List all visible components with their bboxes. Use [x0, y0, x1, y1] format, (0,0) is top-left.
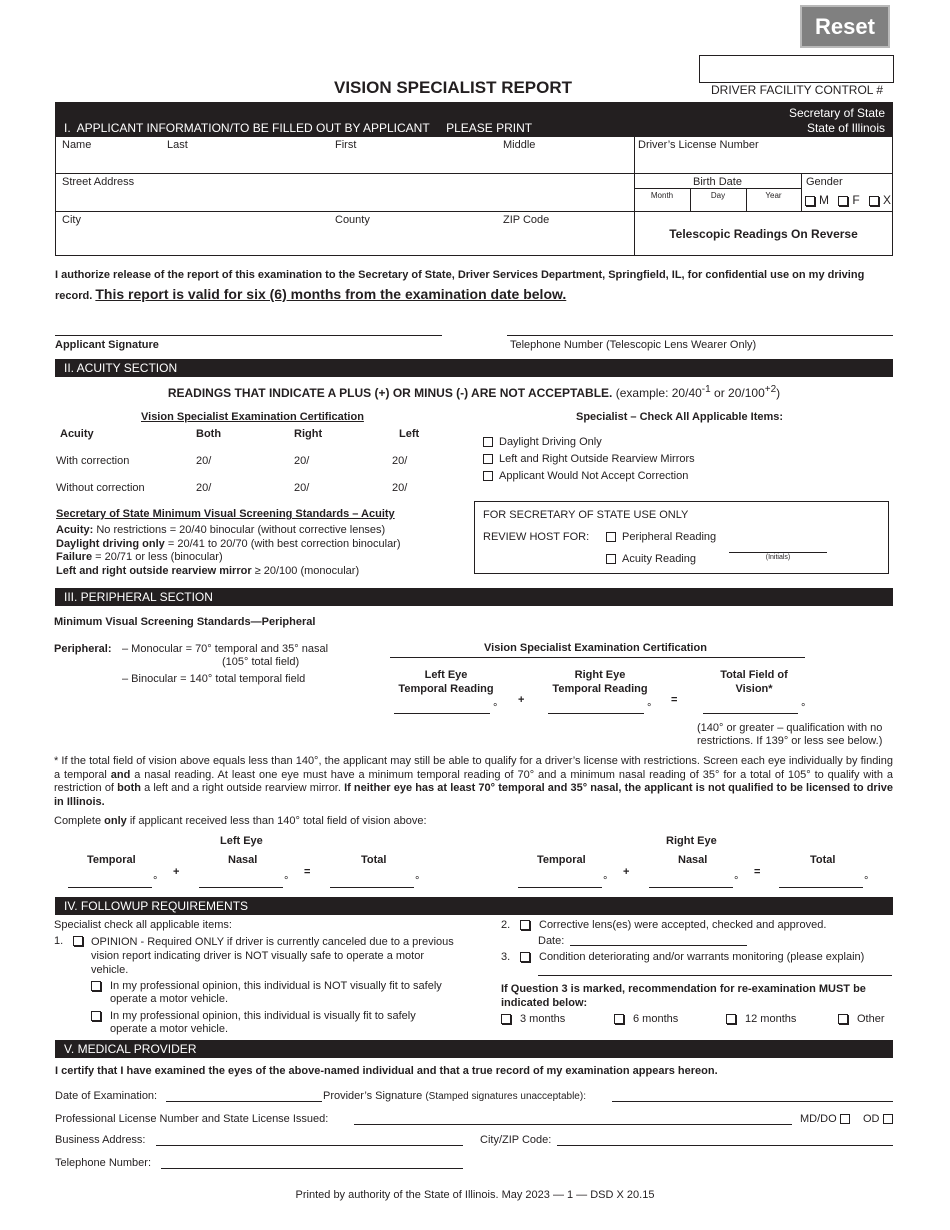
plus-sign: + [518, 694, 525, 706]
first-name-field[interactable]: First [335, 139, 357, 151]
review-host-label: REVIEW HOST FOR: [483, 531, 590, 543]
left-total-field[interactable] [330, 887, 414, 888]
valid-statement: This report is valid for six (6) months from the examination date below. [95, 286, 567, 302]
driver-facility-control-field[interactable] [699, 55, 894, 83]
authorization-text [55, 266, 895, 306]
issuer [789, 106, 885, 136]
degree-sign: ° [734, 875, 739, 887]
right-eye-temporal-field[interactable] [548, 713, 644, 714]
section-1-header [55, 102, 893, 136]
rearview-mirrors-checkbox[interactable]: Left and Right Outside Rearview Mirrors [483, 453, 695, 465]
birth-year-field[interactable]: Year [765, 191, 782, 200]
condition-explain-field[interactable] [538, 975, 892, 976]
left-nasal-field[interactable] [199, 887, 283, 888]
fit-text: In my professional opinion, this individual is visually fit to safely operate a motor vehicle. [110, 1010, 416, 1035]
telephone-label: Telephone Number: [55, 1157, 152, 1169]
item-1-number: 1. [54, 935, 64, 947]
reset-button[interactable]: Reset [800, 5, 890, 48]
business-address-label: Business Address: [55, 1134, 146, 1146]
acuity-reading-checkbox[interactable]: Acuity Reading [606, 553, 696, 565]
degree-sign: ° [493, 702, 498, 714]
provider-signature-label: Provider’s Signature (Stamped signatures unacceptable): [323, 1090, 586, 1102]
reexam-12-months-checkbox[interactable]: 12 months [726, 1013, 796, 1025]
equals-sign: = [754, 866, 761, 878]
q3-recommendation: If Question 3 is marked, recommendation for re-examination MUST be indicated below: [501, 983, 866, 1009]
col-acuity: Acuity [60, 428, 94, 440]
right-temporal-field[interactable] [518, 887, 602, 888]
right-total-label: Total [810, 854, 836, 866]
total-field-vision-field[interactable] [703, 713, 798, 714]
opinion-checkbox[interactable] [73, 935, 87, 947]
not-fit-text: In my professional opinion, this individual is NOT visually fit to safely operate a motor vehicle. [110, 980, 442, 1005]
license-label: Professional License Number and State License Issued: [55, 1113, 329, 1125]
section-4-header: IV. FOLLOWUP REQUIREMENTS [55, 897, 893, 915]
equals-sign: = [304, 866, 311, 878]
degree-sign: ° [415, 875, 420, 887]
section-2-header: II. ACUITY SECTION [55, 359, 893, 377]
acuity-standards [56, 524, 401, 578]
col-both: Both [196, 428, 222, 440]
peripheral-footnote: * If the total field of vision above equals less than 140°, the applicant may still be able to qualify for a driver’s license with restrictions. Screen each eye individually by finding a temporal and a nasal reading. At least one eye must have a minimum temporal reading of 70° and a minimum nasal reading of 35° for a total of 105° to qualify with a restriction of both a left and a right outside rearview mirror. If neither eye has at least 70° temporal and 35° nasal, the applicant is not qualified to be licensed to drive in Illinois. [54, 755, 894, 808]
telephone-lens-label: Telephone Number (Telescopic Lens Wearer Only) [510, 339, 757, 351]
without-correction-both-field[interactable]: 20/ [196, 482, 212, 494]
left-temporal-label: Temporal [87, 854, 136, 866]
corrective-date-field[interactable] [570, 945, 747, 946]
business-address-field[interactable] [156, 1145, 463, 1146]
date-label: Date: [538, 935, 565, 947]
item-2-number: 2. [501, 919, 511, 931]
left-temporal-field[interactable] [68, 887, 152, 888]
col-right: Right [294, 428, 323, 440]
city-field[interactable]: City [62, 214, 81, 226]
drivers-license-field[interactable]: Driver’s License Number [638, 139, 759, 151]
without-correction-left-field[interactable]: 20/ [392, 482, 408, 494]
left-total-label: Total [361, 854, 387, 866]
section-1-title: I. APPLICANT INFORMATION/TO BE FILLED OUT BY APPLICANT PLEASE PRINT [64, 121, 533, 135]
left-eye-heading: Left Eye [220, 835, 263, 847]
degree-sign: ° [153, 875, 158, 887]
license-field[interactable] [354, 1124, 792, 1125]
opinion-text: OPINION - Required ONLY if driver is currently canceled due to a previous vision report indicating driver is NOT visually safe to operate a motor vehicle. [91, 936, 454, 976]
right-nasal-label: Nasal [678, 854, 708, 866]
qualification-note: (140° or greater – qualification with no restrictions. If 139° or less see below.) [697, 722, 883, 747]
applicant-signature-label: Applicant Signature [55, 339, 159, 351]
date-of-examination-label: Date of Examination: [55, 1090, 158, 1102]
issuer-line-2: State of Illinois [806, 121, 885, 135]
od-checkbox[interactable]: OD [863, 1113, 893, 1125]
right-total-field[interactable] [779, 887, 863, 888]
degree-sign: ° [864, 875, 869, 887]
condition-checkbox[interactable]: Condition deteriorating and/or warrants monitoring (please explain) [520, 951, 864, 963]
gender-options [805, 193, 891, 207]
gender-label: Gender [806, 176, 843, 188]
total-field-heading: Total Field of Vision* [720, 669, 788, 695]
reexam-3-months-checkbox[interactable]: 3 months [501, 1013, 565, 1025]
item-3-number: 3. [501, 951, 511, 963]
binocular-standard: – Binocular = 140° total temporal field [122, 673, 306, 685]
std-daylight: Daylight driving only = 20/41 to 20/70 (with best correction binocular) [56, 537, 401, 550]
plus-sign: + [173, 866, 180, 878]
city-zip-label: City/ZIP Code: [480, 1134, 552, 1146]
peripheral-min-title: Minimum Visual Screening Standards—Peripheral [54, 616, 316, 628]
row-with-correction-label: With correction [56, 455, 130, 467]
col-left: Left [399, 428, 420, 440]
without-correction-right-field[interactable]: 20/ [294, 482, 310, 494]
reexam-other-checkbox[interactable]: Other [838, 1013, 885, 1025]
right-eye-temporal-heading: Right Eye Temporal Reading [552, 669, 648, 695]
initials-label: (Initials) [765, 554, 791, 561]
with-correction-right-field[interactable]: 20/ [294, 455, 310, 467]
with-correction-left-field[interactable]: 20/ [392, 455, 408, 467]
footer-text: Printed by authority of the State of Illinois. May 2023 — 1 — DSD X 20.15 [295, 1189, 655, 1201]
mddo-checkbox[interactable]: MD/DO [800, 1113, 850, 1125]
plus-sign: + [623, 866, 630, 878]
last-name-field[interactable]: Last [167, 139, 188, 151]
monocular-standard: – Monocular = 70° temporal and 35° nasal [122, 643, 329, 655]
left-nasal-label: Nasal [228, 854, 258, 866]
complete-only-note: Complete only if applicant received less than 140° total field of vision above: [54, 815, 427, 827]
right-eye-heading: Right Eye [666, 835, 717, 847]
acuity-cert-title: Vision Specialist Examination Certification [141, 411, 364, 423]
provider-signature-field[interactable] [612, 1101, 893, 1102]
birth-date-label: Birth Date [693, 176, 742, 188]
county-field[interactable]: County [335, 214, 370, 226]
birth-day-field[interactable]: Day [710, 191, 726, 200]
reexam-6-months-checkbox[interactable]: 6 months [614, 1013, 678, 1025]
telephone-field[interactable] [161, 1168, 463, 1169]
left-eye-temporal-field[interactable] [394, 713, 490, 714]
page-title: VISION SPECIALIST REPORT [334, 78, 573, 97]
row-without-correction-label: Without correction [56, 482, 145, 494]
telescopic-note: Telescopic Readings On Reverse [669, 227, 858, 241]
middle-name-field[interactable]: Middle [503, 139, 536, 151]
specialist-check-title: Specialist – Check All Applicable Items: [576, 411, 784, 423]
name-label: Name [62, 139, 92, 151]
followup-check-all: Specialist check all applicable items: [54, 919, 232, 931]
std-mirror: Left and right outside rearview mirror ≥ 20/100 (monocular) [56, 564, 360, 577]
not-fit-checkbox[interactable] [91, 980, 105, 992]
peripheral-reading-checkbox[interactable]: Peripheral Reading [606, 531, 716, 543]
gender-x-checkbox[interactable]: X [869, 193, 891, 207]
readings-note: READINGS THAT INDICATE A PLUS (+) OR MINUS (-) ARE NOT ACCEPTABLE. (example: $20/40^{-1}$ or $20/100^{+2}$) [167, 384, 781, 400]
date-of-examination-field[interactable] [166, 1101, 322, 1102]
degree-sign: ° [647, 702, 652, 714]
degree-sign: ° [603, 875, 608, 887]
peripheral-label: Peripheral: [54, 643, 112, 655]
corrective-lens-checkbox[interactable]: Corrective lens(es) were accepted, checked and approved. [520, 919, 826, 931]
right-temporal-label: Temporal [537, 854, 586, 866]
street-address-field[interactable]: Street Address [62, 176, 135, 188]
issuer-line-1: Secretary of State [788, 106, 885, 120]
gender-m-checkbox[interactable]: M [805, 193, 829, 207]
driver-facility-control-label: DRIVER FACILITY CONTROL # [711, 83, 884, 97]
degree-sign: ° [284, 875, 289, 887]
acuity-standards-title: Secretary of State Minimum Visual Screening Standards – Acuity [56, 508, 395, 520]
sos-use-title: FOR SECRETARY OF STATE USE ONLY [483, 509, 689, 521]
city-zip-field[interactable] [557, 1145, 893, 1146]
section-5-header: V. MEDICAL PROVIDER [55, 1040, 893, 1058]
daylight-driving-checkbox[interactable]: Daylight Driving Only [483, 436, 602, 448]
monocular-total: (105° total field) [222, 656, 300, 668]
fit-checkbox[interactable] [91, 1010, 105, 1022]
authorize-statement: I authorize release of the report of this examination to the Secretary of State, Driver Services Department, Springfield, IL, for confidential use on my driving record. [55, 269, 865, 302]
with-correction-both-field[interactable]: 20/ [196, 455, 212, 467]
zip-code-field[interactable]: ZIP Code [503, 214, 550, 226]
gender-f-checkbox[interactable]: F [838, 193, 859, 207]
peripheral-cert-title: Vision Specialist Examination Certification [484, 642, 707, 654]
equals-sign: = [671, 694, 678, 706]
right-nasal-field[interactable] [649, 887, 733, 888]
certify-statement: I certify that I have examined the eyes of the above-named individual and that a true record of my examination appears hereon. [55, 1065, 718, 1077]
section-3-header: III. PERIPHERAL SECTION [55, 588, 893, 606]
left-eye-temporal-heading: Left Eye Temporal Reading [398, 669, 494, 695]
std-acuity: Acuity: No restrictions = 20/40 binocular (without corrective lenses) [56, 524, 386, 536]
std-failure: Failure = 20/71 or less (binocular) [56, 551, 223, 563]
degree-sign: ° [801, 702, 806, 714]
would-not-accept-checkbox[interactable]: Applicant Would Not Accept Correction [483, 470, 688, 482]
birth-month-field[interactable]: Month [650, 191, 674, 200]
